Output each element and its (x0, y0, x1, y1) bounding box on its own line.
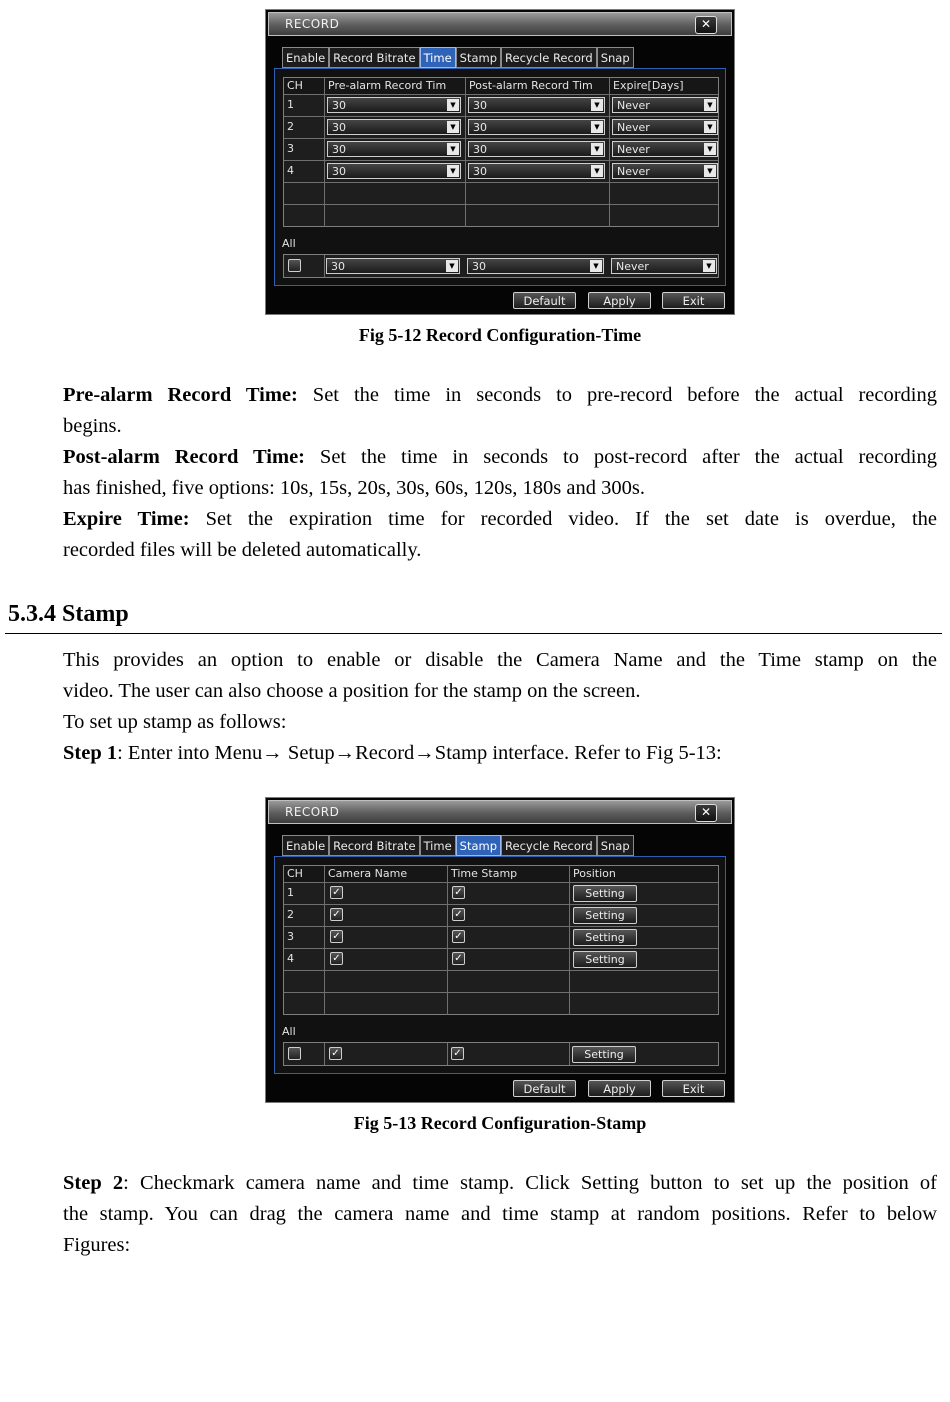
all-expire-select[interactable]: Never ▼ (611, 258, 717, 274)
col-position: Position (573, 867, 616, 880)
stamp-intro (63, 645, 937, 769)
tab-enable[interactable]: Enable (282, 47, 329, 68)
tab-recycle-record[interactable]: Recycle Record (501, 835, 597, 856)
heading-rule (5, 633, 942, 634)
all-pre-alarm-select[interactable]: 30 ▼ (326, 258, 460, 274)
col-time-stamp: Time Stamp (451, 867, 518, 880)
post-alarm-select[interactable]: 30 ▼ (468, 163, 605, 179)
tab-time[interactable]: Time (420, 47, 456, 68)
tab-bar (282, 835, 634, 856)
pre-alarm-select[interactable]: 30 ▼ (327, 163, 461, 179)
chevron-down-icon: ▼ (704, 121, 716, 133)
dialog-title-bar (268, 12, 732, 36)
table-header (284, 78, 718, 94)
step2-paragraph (63, 1168, 937, 1261)
table-row-empty (284, 992, 718, 1015)
row-ch: 3 (287, 930, 294, 943)
figure-caption-1: Fig 5-12 Record Configuration-Time (358, 325, 642, 345)
dialog-title: RECORD (285, 17, 340, 31)
expire-select[interactable]: Never ▼ (612, 119, 718, 135)
col-camera-name: Camera Name (328, 867, 408, 880)
chevron-down-icon: ▼ (703, 260, 715, 272)
all-row (283, 254, 719, 278)
chevron-down-icon: ▼ (447, 121, 459, 133)
expire-text: Set the expiration time for recorded video. If the set date is overdue, the (205, 508, 938, 530)
tab-record-bitrate[interactable]: Record Bitrate (329, 47, 419, 68)
chevron-down-icon: ▼ (591, 99, 603, 111)
exit-button[interactable]: Exit (662, 1080, 725, 1097)
apply-button[interactable]: Apply (588, 1080, 651, 1097)
time-stamp-checkbox[interactable]: ✓ (452, 930, 465, 943)
post-alarm-text-2: has finished, five options: 10s, 15s, 20s, 30s, 60s, 120s, 180s and 300s. (63, 477, 645, 499)
step2-label: Step 2 (63, 1172, 124, 1194)
pre-alarm-text: Set the time in seconds to pre-record before the actual recording (312, 384, 938, 406)
time-table (283, 77, 719, 227)
post-alarm-select[interactable]: 30 ▼ (468, 141, 605, 157)
position-setting-button[interactable]: Setting (573, 885, 637, 902)
all-checkbox[interactable] (288, 259, 301, 272)
table-row (284, 160, 718, 183)
table-row (284, 882, 718, 905)
tab-stamp[interactable]: Stamp (456, 47, 501, 68)
position-setting-button[interactable]: Setting (573, 929, 637, 946)
pre-alarm-text-2: begins. (63, 415, 122, 437)
chevron-down-icon: ▼ (447, 143, 459, 155)
intro-line-1: This provides an option to enable or disable the Camera Name and the Time stamp on the (63, 649, 937, 671)
section-heading: 5.3.4 Stamp (8, 601, 129, 627)
camera-name-checkbox[interactable]: ✓ (330, 886, 343, 899)
col-pre-alarm: Pre-alarm Record Tim (328, 79, 447, 92)
figure-caption-2: Fig 5-13 Record Configuration-Stamp (353, 1113, 647, 1133)
table-row (284, 904, 718, 927)
pre-alarm-select[interactable]: 30 ▼ (327, 141, 461, 157)
pre-alarm-select[interactable]: 30 ▼ (327, 119, 461, 135)
col-ch: CH (287, 867, 303, 880)
chevron-down-icon: ▼ (446, 260, 458, 272)
exit-button[interactable]: Exit (662, 292, 725, 309)
position-setting-button[interactable]: Setting (573, 951, 637, 968)
row-ch: 3 (287, 142, 294, 155)
record-time-dialog (265, 9, 735, 315)
chevron-down-icon: ▼ (447, 99, 459, 111)
col-post-alarm: Post-alarm Record Tim (469, 79, 593, 92)
row-ch: 2 (287, 120, 294, 133)
default-button[interactable]: Default (513, 1080, 576, 1097)
row-ch: 4 (287, 164, 294, 177)
time-stamp-checkbox[interactable]: ✓ (452, 908, 465, 921)
dialog-title: RECORD (285, 805, 340, 819)
step2-text-2: the stamp. You can drag the camera name and time stamp at random positions. Refer to below (63, 1203, 937, 1225)
chevron-down-icon: ▼ (704, 143, 716, 155)
step2-text-1: : Checkmark camera name and time stamp. Click Setting button to set up the position of (123, 1172, 937, 1194)
post-alarm-select[interactable]: 30 ▼ (468, 119, 605, 135)
post-alarm-term: Post-alarm Record Time: (63, 446, 305, 468)
col-expire: Expire[Days] (613, 79, 684, 92)
time-settings-description (63, 380, 937, 566)
post-alarm-select[interactable]: 30 ▼ (468, 97, 605, 113)
position-setting-button[interactable]: Setting (573, 907, 637, 924)
close-icon[interactable]: ✕ (695, 804, 717, 822)
camera-name-checkbox[interactable]: ✓ (330, 952, 343, 965)
step2-text-3: Figures: (63, 1234, 131, 1256)
all-post-alarm-select[interactable]: 30 ▼ (467, 258, 604, 274)
table-row-empty (284, 182, 718, 205)
expire-select[interactable]: Never ▼ (612, 163, 718, 179)
all-position-setting-button[interactable]: Setting (572, 1046, 636, 1063)
col-ch: CH (287, 79, 303, 92)
stamp-panel (274, 856, 726, 1074)
all-label: All (282, 237, 296, 250)
tab-time[interactable]: Time (420, 835, 456, 856)
apply-button[interactable]: Apply (588, 292, 651, 309)
post-alarm-text: Set the time in seconds to post-record after the actual recording (319, 446, 937, 468)
tab-record-bitrate[interactable]: Record Bitrate (329, 835, 419, 856)
all-time-stamp-checkbox[interactable]: ✓ (451, 1047, 464, 1060)
table-header (284, 866, 718, 882)
tab-stamp[interactable]: Stamp (456, 835, 501, 856)
tab-snap[interactable]: Snap (597, 47, 634, 68)
setup-line: To set up stamp as follows: (63, 711, 287, 733)
row-ch: 2 (287, 908, 294, 921)
all-label: All (282, 1025, 296, 1038)
stamp-table (283, 865, 719, 1015)
chevron-down-icon: ▼ (591, 165, 603, 177)
table-row-empty (284, 204, 718, 227)
expire-text-2: recorded files will be deleted automatically. (63, 539, 422, 561)
all-checkbox[interactable] (288, 1047, 301, 1060)
all-row (283, 1042, 719, 1066)
chevron-down-icon: ▼ (591, 121, 603, 133)
chevron-down-icon: ▼ (447, 165, 459, 177)
tab-recycle-record[interactable]: Recycle Record (501, 47, 597, 68)
expire-select[interactable]: Never ▼ (612, 141, 718, 157)
row-ch: 1 (287, 886, 294, 899)
table-row (284, 948, 718, 971)
table-row (284, 94, 718, 117)
camera-name-checkbox[interactable]: ✓ (330, 908, 343, 921)
time-stamp-checkbox[interactable]: ✓ (452, 886, 465, 899)
expire-term: Expire Time: (63, 508, 190, 530)
default-button[interactable]: Default (513, 292, 576, 309)
close-icon[interactable]: ✕ (695, 16, 717, 34)
expire-select[interactable]: Never ▼ (612, 97, 718, 113)
row-ch: 1 (287, 98, 294, 111)
time-panel (274, 68, 726, 286)
table-row (284, 116, 718, 139)
dialog-title-bar (268, 800, 732, 824)
table-row (284, 138, 718, 161)
step1-text: : Enter into Menu→ Setup→Record→Stamp interface. Refer to Fig 5-13: (117, 742, 722, 764)
row-ch: 4 (287, 952, 294, 965)
pre-alarm-select[interactable]: 30 ▼ (327, 97, 461, 113)
table-row-empty (284, 970, 718, 993)
intro-line-2: video. The user can also choose a position for the stamp on the screen. (63, 680, 641, 702)
tab-snap[interactable]: Snap (597, 835, 634, 856)
pre-alarm-term: Pre-alarm Record Time: (63, 384, 298, 406)
all-camera-name-checkbox[interactable]: ✓ (329, 1047, 342, 1060)
table-row (284, 926, 718, 949)
tab-enable[interactable]: Enable (282, 835, 329, 856)
chevron-down-icon: ▼ (590, 260, 602, 272)
record-stamp-dialog (265, 797, 735, 1103)
step1-label: Step 1 (63, 742, 118, 764)
camera-name-checkbox[interactable]: ✓ (330, 930, 343, 943)
chevron-down-icon: ▼ (704, 165, 716, 177)
chevron-down-icon: ▼ (704, 99, 716, 111)
time-stamp-checkbox[interactable]: ✓ (452, 952, 465, 965)
tab-bar (282, 47, 634, 68)
chevron-down-icon: ▼ (591, 143, 603, 155)
